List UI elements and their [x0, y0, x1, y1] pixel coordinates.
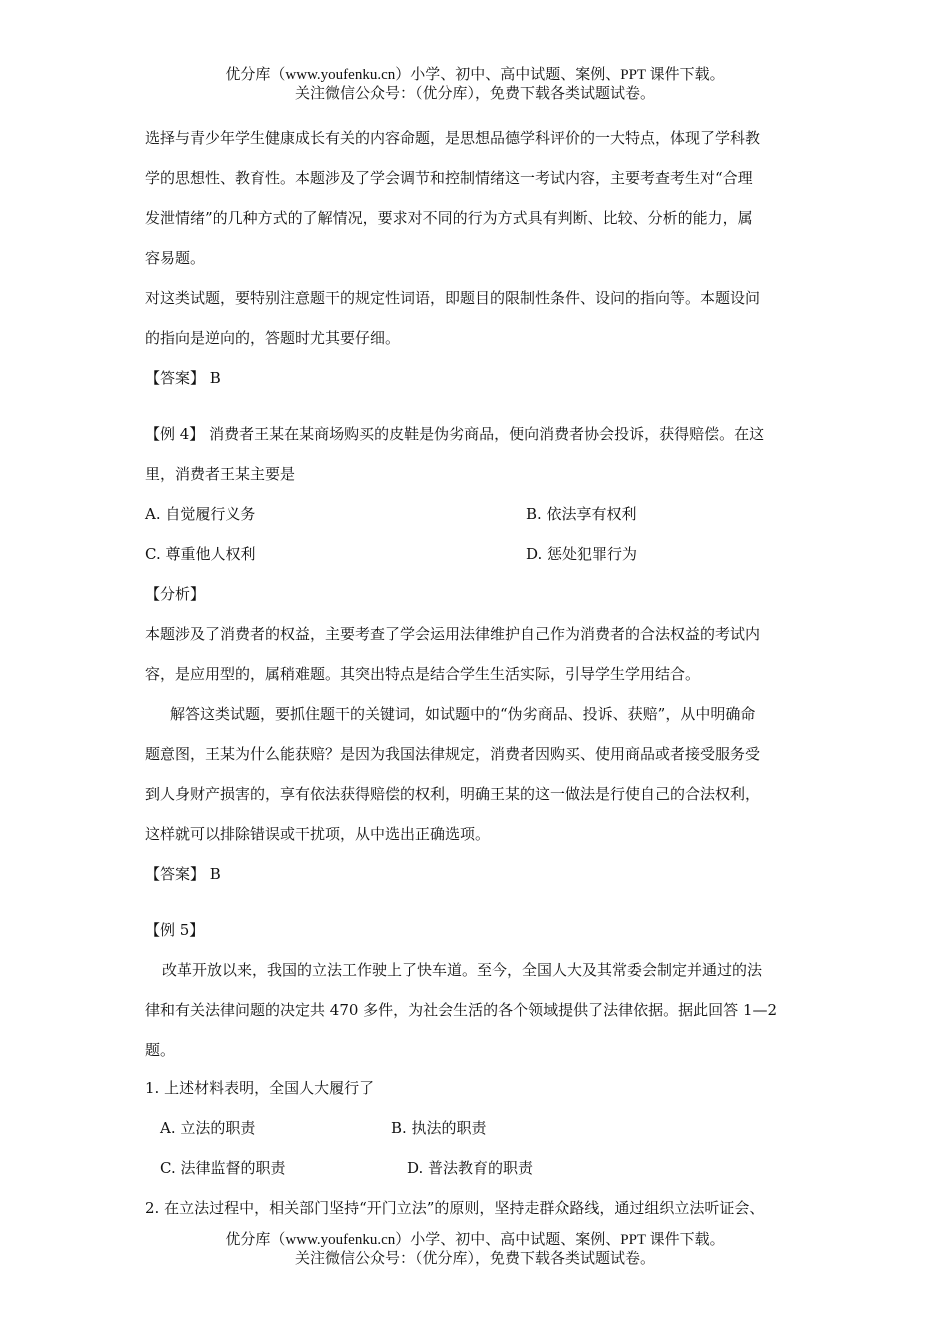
example5-material-line-3: 题。 — [145, 1041, 176, 1059]
footer-line-2: 关注微信公众号：（优分库），免费下载各类试题试卷。 — [294, 1251, 655, 1267]
intro-p1-line-2: 学的思想性、教育性。本题涉及了学会调节和控制情绪这一考试内容，主要考查考生对“合理 — [145, 169, 753, 187]
example5-q1-option-c: C. 法律监督的职责 — [160, 1159, 286, 1177]
example4-stem-line-2: 里，消费者王某主要是 — [145, 465, 296, 483]
example5-q1-option-d: D. 普法教育的职责 — [407, 1159, 534, 1177]
example5-question-2: 2. 在立法过程中，相关部门坚持“开门立法”的原则，坚持走群众路线，通过组织立法听证会、 — [145, 1199, 765, 1217]
example5-material-line-1: 改革开放以来，我国的立法工作驶上了快车道。至今，全国人大及其常委会制定并通过的法 — [162, 961, 763, 979]
example4-option-d: D. 惩处犯罪行为 — [526, 545, 638, 563]
header-line-2: 关注微信公众号：（优分库），免费下载各类试题试卷。 — [294, 86, 655, 102]
intro-p1-line-3: 发泄情绪”的几种方式的了解情况，要求对不同的行为方式具有判断、比较、分析的能力，属 — [145, 209, 753, 227]
example4-explain-line-4: 这样就可以排除错误或干扰项，从中选出正确选项。 — [145, 825, 491, 843]
example4-analysis-line-1: 本题涉及了消费者的权益，主要考查了学会运用法律维护自己作为消费者的合法权益的考试内 — [145, 625, 761, 643]
example5-question-1: 1. 上述材料表明，全国人大履行了 — [145, 1079, 375, 1097]
example4-explain-line-2: 题意图，王某为什么能获赔？是因为我国法律规定，消费者因购买、使用商品或者接受服务受 — [145, 745, 761, 763]
intro-p2-line-1: 对这类试题，要特别注意题干的规定性词语，即题目的限制性条件、设问的指向等。本题设问 — [145, 289, 761, 307]
example4-answer: 【答案】 B — [145, 865, 221, 883]
example4-stem-line-1: 【例 4】 消费者王某在某商场购买的皮鞋是伪劣商品，便向消费者协会投诉，获得赔偿。在这 — [145, 425, 765, 443]
intro-p1-line-4: 容易题。 — [145, 249, 206, 267]
example4-option-b: B. 依法享有权利 — [526, 505, 637, 523]
footer-line-1: 优分库（www.youfenku.cn）小学、初中、高中试题、案例、PPT 课件下载。 — [225, 1232, 725, 1248]
intro-p1-line-1: 选择与青少年学生健康成长有关的内容命题，是思想品德学科评价的一大特点，体现了学科教 — [145, 129, 761, 147]
example4-explain-line-3: 到人身财产损害的，享有依法获得赔偿的权利，明确王某的这一做法是行使自己的合法权利， — [145, 785, 761, 803]
example4-analysis-label: 【分析】 — [145, 585, 206, 603]
example4-explain-line-1: 解答这类试题，要抓住题干的关键词，如试题中的“伪劣商品、投诉、获赔”，从中明确命 — [170, 705, 756, 723]
example4-option-c: C. 尊重他人权利 — [145, 545, 256, 563]
example5-label: 【例 5】 — [145, 921, 205, 939]
intro-p2-line-2: 的指向是逆向的，答题时尤其要仔细。 — [145, 329, 401, 347]
example4-option-a: A. 自觉履行义务 — [145, 505, 256, 523]
example4-analysis-line-2: 容，是应用型的，属稍难题。其突出特点是结合学生生活实际，引导学生学用结合。 — [145, 665, 701, 683]
example5-q1-option-a: A. 立法的职责 — [160, 1119, 256, 1137]
example5-q1-option-b: B. 执法的职责 — [391, 1119, 487, 1137]
intro-answer: 【答案】 B — [145, 369, 221, 387]
header-line-1: 优分库（www.youfenku.cn）小学、初中、高中试题、案例、PPT 课件下载。 — [225, 67, 725, 83]
example5-material-line-2: 律和有关法律问题的决定共 470 多件，为社会生活的各个领域提供了法律依据。据此回答 1—2 — [145, 1001, 778, 1019]
